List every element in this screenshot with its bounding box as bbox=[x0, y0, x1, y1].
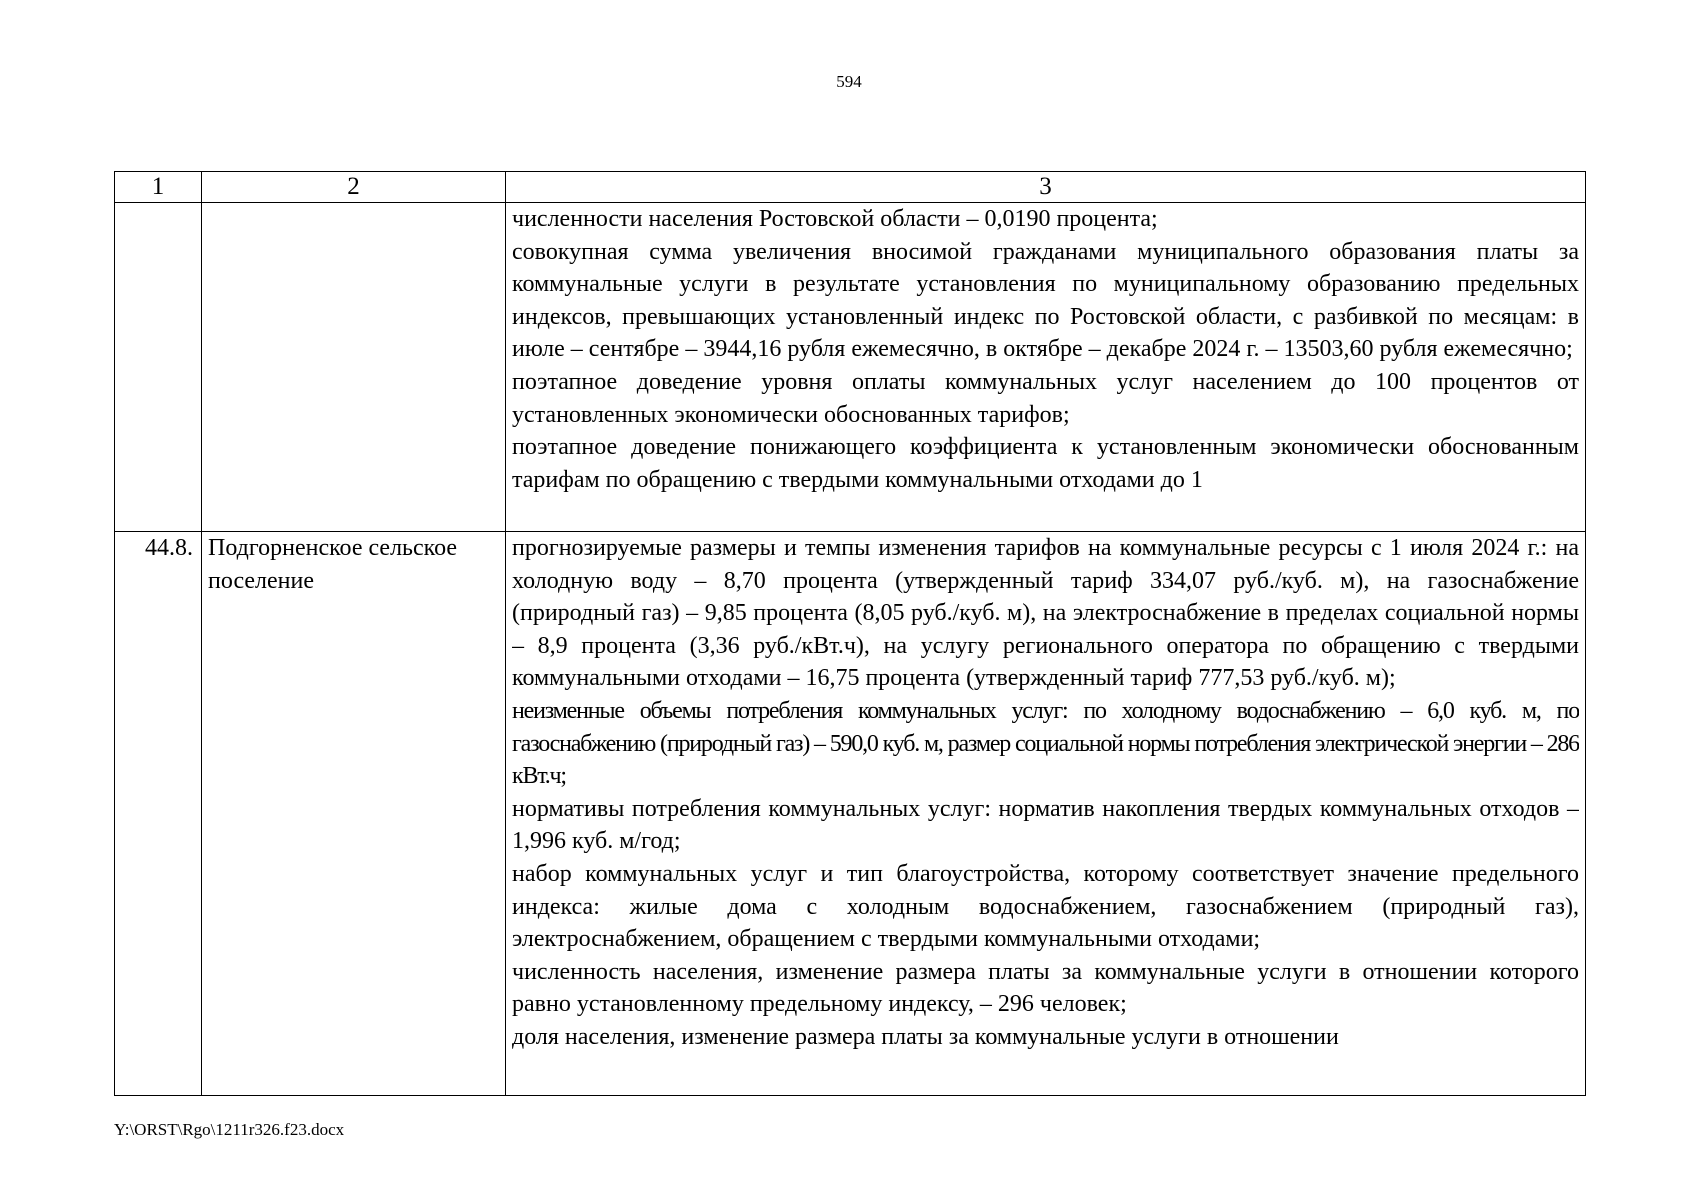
paragraph: численность населения, изменение размера платы за коммунальные услуги в отношении которого равно установленному предельному индексу, – 296 человек; bbox=[512, 958, 1579, 1018]
paragraph: поэтапное доведение уровня оплаты коммунальных услуг населением до 100 процентов от установленных экономически обоснованных тарифов; bbox=[512, 368, 1579, 428]
column-header-3: 3 bbox=[506, 172, 1586, 203]
file-path-footer: Y:\ORST\Rgo\1211r326.f23.docx bbox=[114, 1120, 345, 1139]
paragraph: доля населения, изменение размера платы за коммунальные услуги в отношении bbox=[512, 1023, 1339, 1050]
table-row bbox=[115, 532, 1586, 1096]
paragraph: нормативы потребления коммунальных услуг: норматив накопления твердых коммунальных отходов – 1,996 куб. м/год; bbox=[512, 795, 1579, 855]
column-header-2: 2 bbox=[202, 172, 506, 203]
paragraph: численности населения Ростовской области – 0,0190 процента; bbox=[512, 206, 1158, 232]
conditions-cell bbox=[506, 532, 1586, 1096]
paragraph: неизменные объемы потребления коммунальных услуг: по холодному водоснабжению – 6,0 куб. м, по газоснабжению (природный газ) – 590,0 куб. м, размер социальной нормы потребления электрической энергии – 286 кВт.ч; bbox=[512, 697, 1579, 790]
page-number: 594 bbox=[836, 72, 862, 91]
paragraph: поэтапное доведение понижающего коэффициента к установленным экономически обоснованным тарифам по обращению с твердыми коммунальными отходами до 1 bbox=[512, 434, 1579, 493]
conditions-cell bbox=[506, 203, 1586, 532]
tariff-table bbox=[114, 171, 1586, 1096]
table-row bbox=[115, 203, 1586, 532]
settlement-name-cell bbox=[202, 203, 506, 532]
column-header-1: 1 bbox=[115, 172, 202, 203]
table-header-row bbox=[115, 172, 1586, 203]
paragraph: совокупная сумма увеличения вносимой гражданами муниципального образования платы за коммунальные услуги в результате установления по муниципальному образованию предельных индексов, превышающих установленный индекс по Ростовской области, с разбивкой по месяцам: в июле – сентябре – 3944,16 рубля ежемесячно, в октябре – декабре 2024 г. – 13503,60 рубля ежемесячно; bbox=[512, 238, 1579, 363]
row-number-cell: 44.8. bbox=[115, 532, 202, 1096]
paragraph: прогнозируемые размеры и темпы изменения тарифов на коммунальные ресурсы с 1 июля 2024 г.: на холодную воду – 8,70 процента (утвержденный тариф 334,07 руб./куб. м), на газоснабжение (природный газ) – 9,85 процента (8,05 руб./куб. м), на электроснабжение в пределах социальной нормы – 8,9 процента (3,36 руб./кВт.ч), на услугу регионального оператора по обращению с твердыми коммунальными отходами – 16,75 процента (утвержденный тариф 777,53 руб./куб. м); bbox=[512, 535, 1579, 692]
settlement-name-cell: Подгорненское сельское поселение bbox=[202, 532, 506, 1096]
paragraph: набор коммунальных услуг и тип благоустройства, которому соответствует значение предельного индекса: жилые дома с холодным водоснабжением, газоснабжением (природный газ), электроснабжением, обращением с твердыми коммунальными отходами; bbox=[512, 860, 1579, 953]
row-number-cell bbox=[115, 203, 202, 532]
